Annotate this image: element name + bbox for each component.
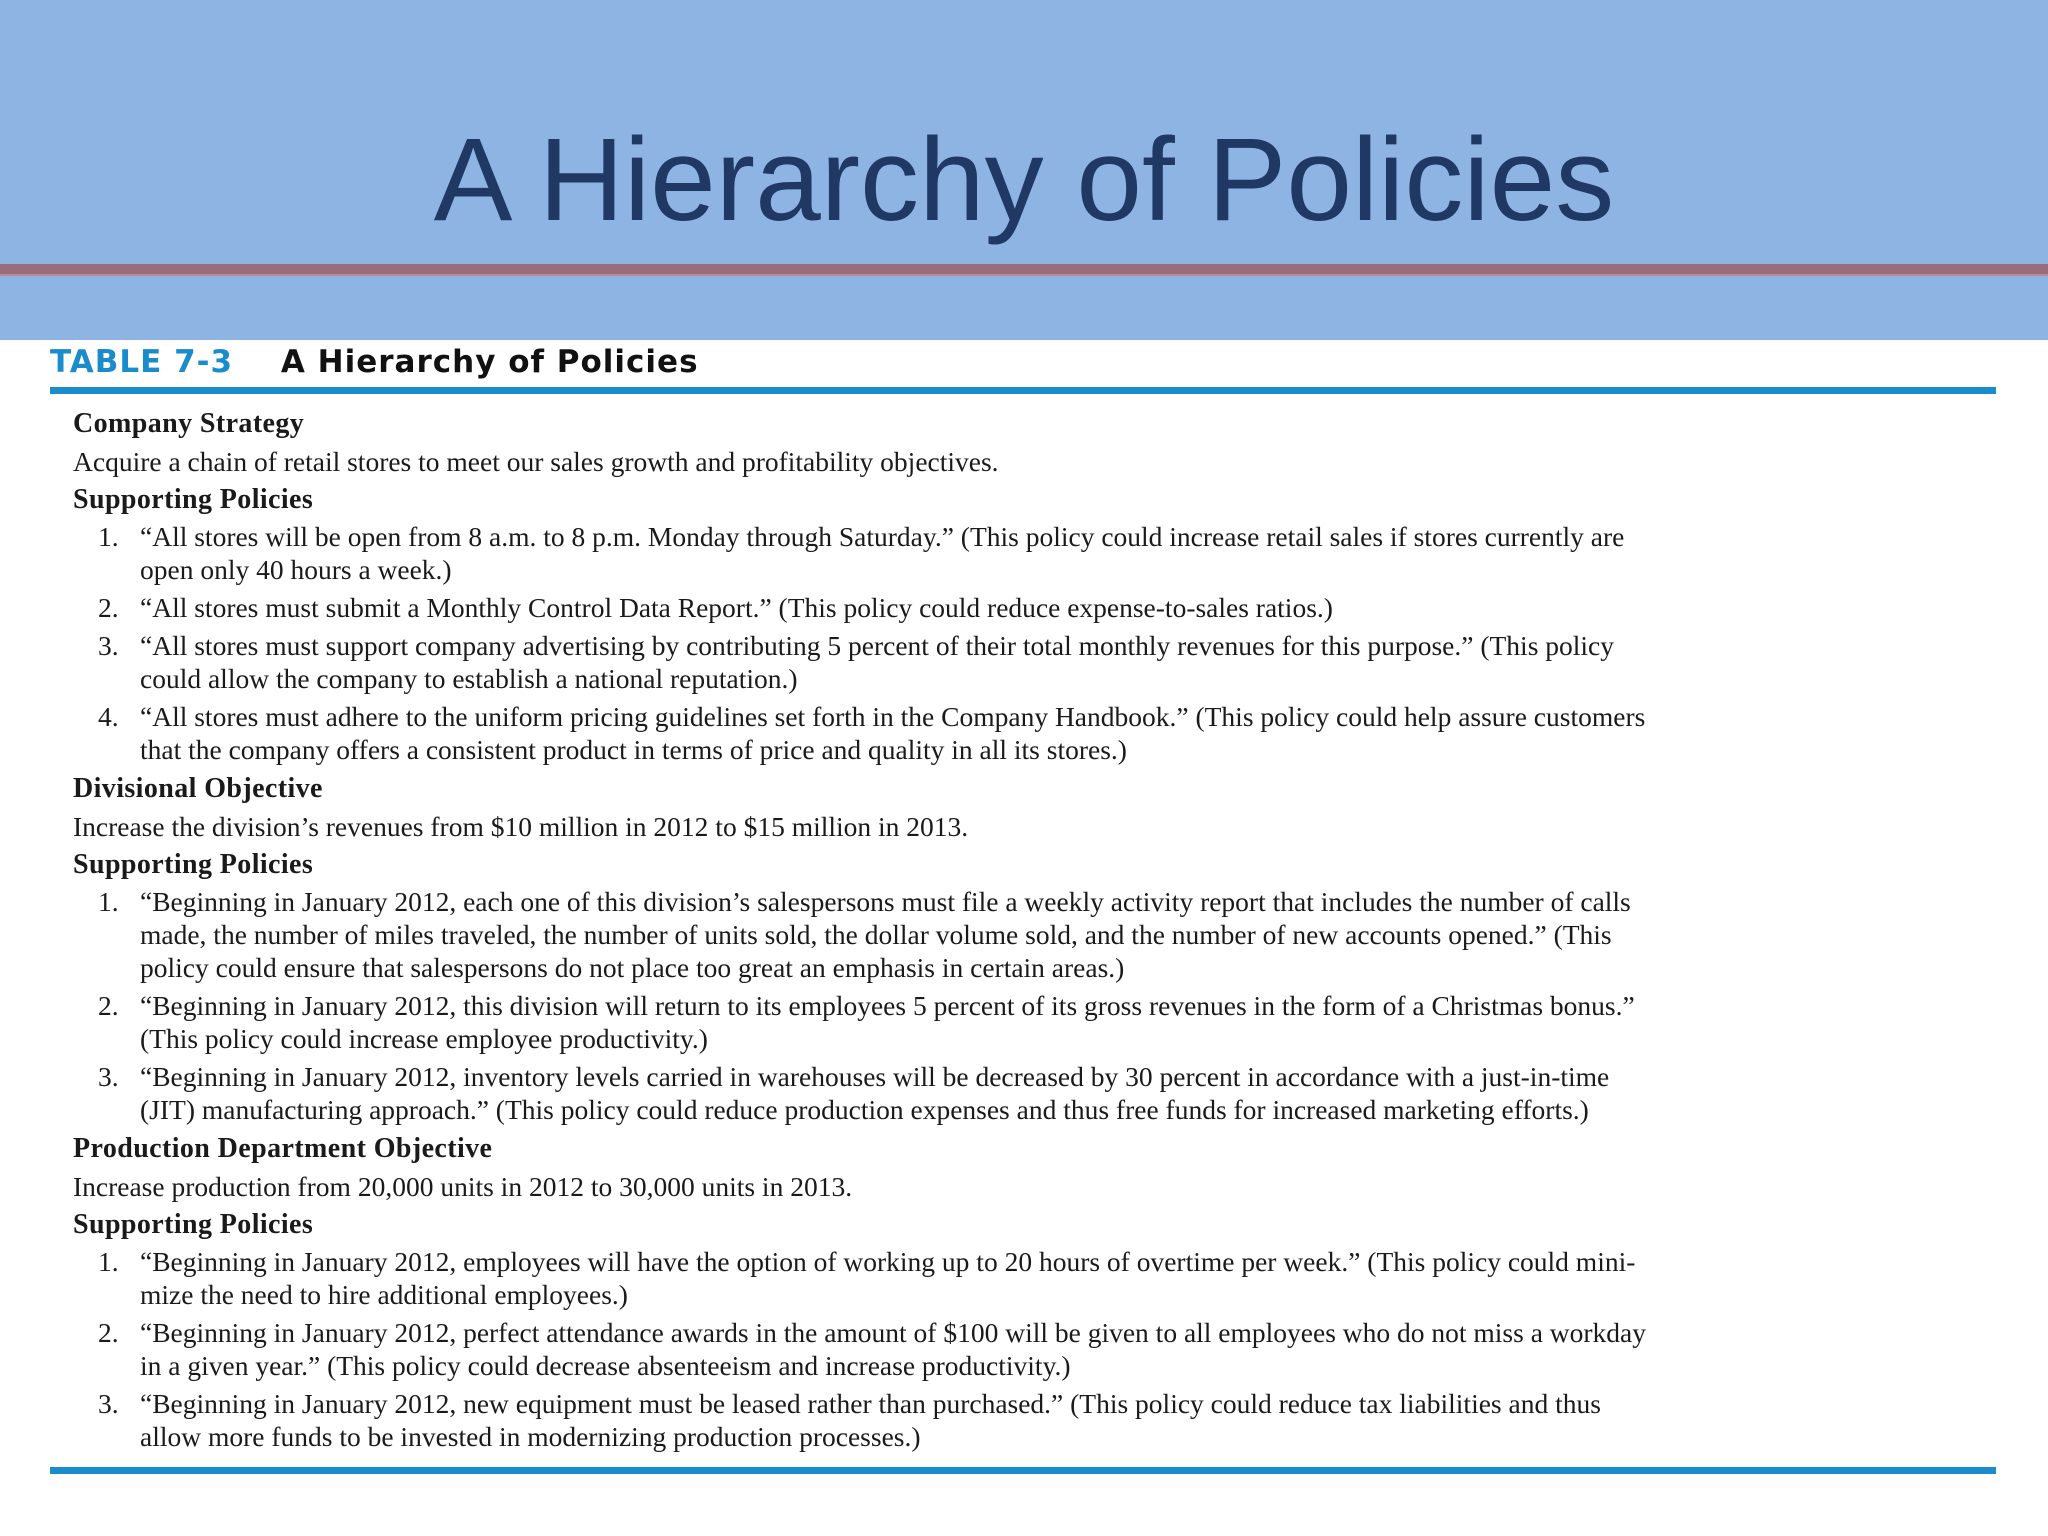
section-production-objective [73, 1131, 1973, 1453]
policy-number: 1. [98, 521, 119, 552]
policy-item [73, 629, 1973, 695]
supporting-policies-heading: Supporting Policies [73, 849, 314, 880]
policy-line: (JIT) manufacturing approach.” (This policy could reduce production expenses and thus free funds for increased marketing efforts.) [140, 1094, 1589, 1125]
policy-line: allow more funds to be invested in modernizing production processes.) [140, 1421, 921, 1452]
policy-line: “Beginning in January 2012, perfect attendance awards in the amount of $100 will be given to all employees who do not miss a workday [140, 1317, 1647, 1348]
policy-line: made, the number of miles traveled, the number of units sold, the dollar volume sold, and the number of new accounts opened.” (This [140, 919, 1612, 950]
policy-line: that the company offers a consistent product in terms of price and quality in all its stores.) [140, 734, 1127, 765]
table-top-rule [50, 387, 1996, 394]
policy-item [73, 700, 1973, 766]
policy-line: “Beginning in January 2012, this division will return to its employees 5 percent of its gross revenues in the form of a Christmas bonus.” [140, 990, 1635, 1021]
slide-title: A Hierarchy of Policies [433, 114, 1615, 246]
policy-line: mize the need to hire additional employees.) [140, 1279, 628, 1310]
supporting-policies-heading: Supporting Policies [73, 484, 314, 515]
table-body [73, 406, 1973, 1458]
policy-number: 2. [98, 990, 119, 1021]
policy-line: “All stores must adhere to the uniform pricing guidelines set forth in the Company Handbook.” (This policy could help assure customers [140, 701, 1646, 732]
policy-table [0, 340, 2048, 1536]
section-statement: Increase the division’s revenues from $10 million in 2012 to $15 million in 2013. [73, 811, 969, 842]
policy-line: “All stores must submit a Monthly Control Data Report.” (This policy could reduce expense-to-sales ratios.) [140, 592, 1333, 623]
title-band [0, 0, 2048, 340]
policy-item [73, 989, 1973, 1055]
policy-line: could allow the company to establish a national reputation.) [140, 663, 798, 694]
policy-line: policy could ensure that salespersons do not place too great an emphasis in certain areas.) [140, 952, 1125, 983]
policy-line: “Beginning in January 2012, inventory levels carried in warehouses will be decreased by 30 percent in accordance with a just-in-time [140, 1061, 1610, 1092]
policy-item [73, 591, 1973, 624]
policy-line: “Beginning in January 2012, employees will have the option of working up to 20 hours of overtime per week.” (This policy could mini- [140, 1246, 1636, 1277]
policy-line: open only 40 hours a week.) [140, 554, 452, 585]
policy-number: 3. [98, 1388, 119, 1419]
section-heading: Production Department Objective [73, 1133, 493, 1164]
policy-number: 4. [98, 701, 119, 732]
policy-item [73, 1060, 1973, 1126]
policy-line: “All stores will be open from 8 a.m. to 8 p.m. Monday through Saturday.” (This policy could increase retail sales if stores currently are [140, 521, 1625, 552]
policy-item [73, 1387, 1973, 1453]
section-heading: Company Strategy [73, 408, 305, 439]
table-number: TABLE 7-3 [50, 344, 234, 380]
policy-number: 1. [98, 886, 119, 917]
table-bottom-rule [50, 1467, 1996, 1474]
policy-line: (This policy could increase employee productivity.) [140, 1023, 708, 1054]
title-divider [0, 264, 2048, 276]
policy-number: 3. [98, 1061, 119, 1092]
table-name: A Hierarchy of Policies [280, 344, 699, 380]
section-divisional-objective [73, 771, 1973, 1126]
policy-line: in a given year.” (This policy could decrease absenteeism and increase productivity.) [140, 1350, 1071, 1381]
section-heading: Divisional Objective [73, 773, 323, 804]
policy-line: “Beginning in January 2012, new equipment must be leased rather than purchased.” (This policy could reduce tax liabilities and thus [140, 1388, 1601, 1419]
supporting-policies-heading: Supporting Policies [73, 1209, 314, 1240]
policy-item [73, 1316, 1973, 1382]
policy-number: 1. [98, 1246, 119, 1277]
section-statement: Increase production from 20,000 units in 2012 to 30,000 units in 2013. [73, 1171, 853, 1202]
policy-line: “All stores must support company advertising by contributing 5 percent of their total monthly revenues for this purpose.” (This policy [140, 630, 1615, 661]
policy-line: “Beginning in January 2012, each one of this division’s salespersons must file a weekly activity report that includes the number of calls [140, 886, 1631, 917]
policy-number: 3. [98, 630, 119, 661]
section-statement: Acquire a chain of retail stores to meet our sales growth and profitability objectives. [73, 446, 999, 477]
policy-item [73, 520, 1973, 586]
table-caption [50, 342, 699, 382]
section-company-strategy [73, 406, 1973, 766]
policy-item [73, 885, 1973, 984]
policy-number: 2. [98, 1317, 119, 1348]
policy-item [73, 1245, 1973, 1311]
policy-number: 2. [98, 592, 119, 623]
